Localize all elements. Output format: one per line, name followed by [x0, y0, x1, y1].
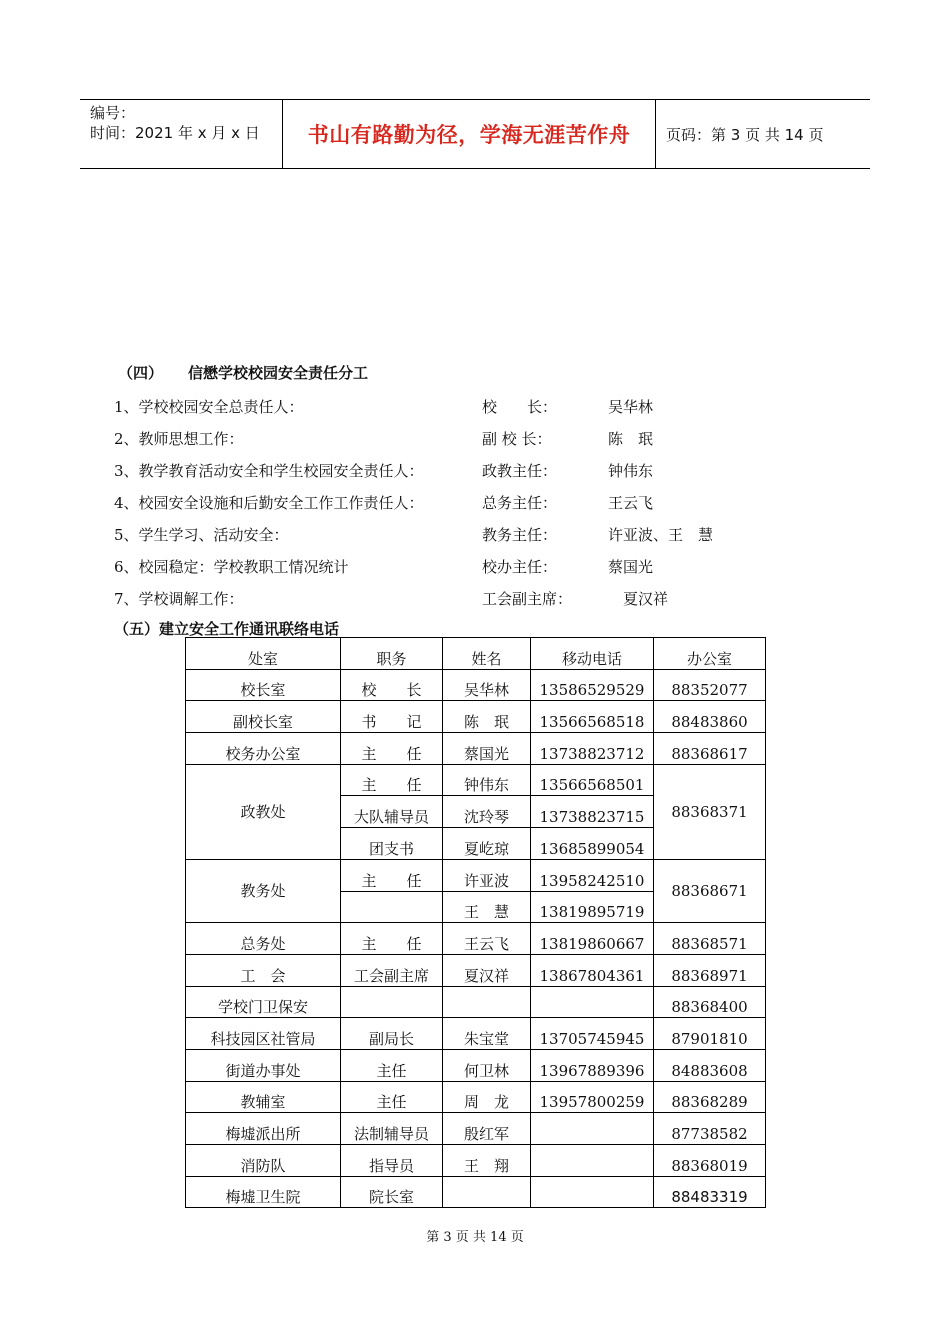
- responsibility-task: 7、学校调解工作：: [114, 590, 244, 608]
- mobile-cell: 13819860667: [531, 923, 654, 955]
- name-cell: 吴华林: [443, 669, 531, 701]
- office-cell: 84883608: [654, 1049, 766, 1081]
- section4-number: （四）: [118, 364, 164, 382]
- office-cell: 88368971: [654, 954, 766, 986]
- role-cell: 书 记: [341, 701, 443, 733]
- mobile-cell: 13738823712: [531, 733, 654, 765]
- responsibility-position: 总务主任：: [482, 494, 558, 512]
- name-cell: [443, 1176, 531, 1208]
- contact-table: [185, 637, 766, 1208]
- responsibility-position: 政教主任：: [482, 462, 558, 480]
- responsibility-person: 王云飞: [608, 494, 654, 512]
- page-header: [80, 99, 870, 169]
- role-cell: 主任: [341, 1049, 443, 1081]
- dept-cell: 校长室: [186, 669, 341, 701]
- mobile-cell: 13685899054: [531, 828, 654, 860]
- header-meta: [90, 103, 260, 143]
- responsibility-item: [114, 520, 834, 552]
- name-cell: 王 翔: [443, 1145, 531, 1177]
- table-row: [186, 764, 766, 796]
- mobile-cell: [531, 986, 654, 1018]
- responsibility-task: 2、教师思想工作：: [114, 430, 244, 448]
- number-label: 编号：: [90, 104, 136, 122]
- table-row: [186, 1081, 766, 1113]
- name-cell: 周 龙: [443, 1081, 531, 1113]
- mobile-cell: 13566568518: [531, 701, 654, 733]
- name-cell: 殷红军: [443, 1113, 531, 1145]
- column-header: 职务: [341, 638, 443, 670]
- role-cell: 主 任: [341, 859, 443, 891]
- office-cell: 88368617: [654, 733, 766, 765]
- role-cell: 法制辅导员: [341, 1113, 443, 1145]
- office-cell: 88352077: [654, 669, 766, 701]
- table-row: [186, 1018, 766, 1050]
- mobile-cell: 13819895719: [531, 891, 654, 923]
- responsibility-item: [114, 552, 834, 584]
- responsibility-item: [114, 584, 834, 616]
- mobile-cell: [531, 1113, 654, 1145]
- responsibility-person: 吴华林: [608, 398, 654, 416]
- name-cell: 朱宝堂: [443, 1018, 531, 1050]
- office-cell: 88483319: [654, 1176, 766, 1208]
- dept-cell: 教务处: [186, 859, 341, 922]
- mobile-cell: 13967889396: [531, 1049, 654, 1081]
- office-cell: 87738582: [654, 1113, 766, 1145]
- name-cell: [443, 986, 531, 1018]
- dept-cell: 校务办公室: [186, 733, 341, 765]
- time-label: 时间：2021 年 x 月 x 日: [90, 124, 260, 142]
- role-cell: [341, 891, 443, 923]
- section4-heading: 信懋学校校园安全责任分工: [188, 364, 369, 382]
- dept-cell: 总务处: [186, 923, 341, 955]
- name-cell: 陈 珉: [443, 701, 531, 733]
- table-row: [186, 1049, 766, 1081]
- table-row: [186, 701, 766, 733]
- name-cell: 何卫林: [443, 1049, 531, 1081]
- mobile-cell: 13586529529: [531, 669, 654, 701]
- name-cell: 夏汉祥: [443, 954, 531, 986]
- name-cell: 王云飞: [443, 923, 531, 955]
- mobile-cell: [531, 1176, 654, 1208]
- responsibility-task: 3、教学教育活动安全和学生校园安全责任人：: [114, 462, 424, 480]
- responsibility-item: [114, 456, 834, 488]
- table-row: [186, 954, 766, 986]
- table-row: [186, 859, 766, 891]
- header-divider: [655, 100, 656, 168]
- responsibility-item: [114, 424, 834, 456]
- name-cell: 蔡国光: [443, 733, 531, 765]
- responsibility-task: 1、学校校园安全总责任人：: [114, 398, 304, 416]
- office-cell: 88368371: [654, 764, 766, 859]
- column-header: 办公室: [654, 638, 766, 670]
- role-cell: 指导员: [341, 1145, 443, 1177]
- name-cell: 钟伟东: [443, 764, 531, 796]
- responsibility-task: 4、校园安全设施和后勤安全工作工作责任人：: [114, 494, 424, 512]
- section4-title: [118, 362, 368, 383]
- table-row: [186, 923, 766, 955]
- table-row: [186, 669, 766, 701]
- page-footer: 第 3 页 共 14 页: [426, 1230, 524, 1245]
- responsibility-person: 蔡国光: [608, 558, 654, 576]
- mobile-cell: [531, 1145, 654, 1177]
- mobile-cell: 13738823715: [531, 796, 654, 828]
- mobile-cell: 13867804361: [531, 954, 654, 986]
- responsibility-position: 校 长：: [482, 398, 558, 416]
- dept-cell: 工 会: [186, 954, 341, 986]
- mobile-cell: 13705745945: [531, 1018, 654, 1050]
- role-cell: 院长室: [341, 1176, 443, 1208]
- role-cell: 副局长: [341, 1018, 443, 1050]
- office-cell: 87901810: [654, 1018, 766, 1050]
- column-header: 处室: [186, 638, 341, 670]
- office-cell: 88368019: [654, 1145, 766, 1177]
- responsibility-list: [114, 392, 834, 616]
- role-cell: 主 任: [341, 764, 443, 796]
- header-page-info: 页码：第 3 页 共 14 页: [666, 126, 824, 144]
- name-cell: 夏屹琼: [443, 828, 531, 860]
- responsibility-person: 陈 珉: [608, 430, 654, 448]
- role-cell: 工会副主席: [341, 954, 443, 986]
- responsibility-position: 工会副主席：: [482, 590, 573, 608]
- dept-cell: 梅墟卫生院: [186, 1176, 341, 1208]
- dept-cell: 科技园区社管局: [186, 1018, 341, 1050]
- office-cell: 88483860: [654, 701, 766, 733]
- name-cell: 王 慧: [443, 891, 531, 923]
- responsibility-item: [114, 392, 834, 424]
- table-row: [186, 1145, 766, 1177]
- responsibility-task: 5、学生学习、活动安全：: [114, 526, 289, 544]
- dept-cell: 街道办事处: [186, 1049, 341, 1081]
- dept-cell: 消防队: [186, 1145, 341, 1177]
- role-cell: 团支书: [341, 828, 443, 860]
- role-cell: [341, 986, 443, 1018]
- table-row: [186, 1176, 766, 1208]
- responsibility-position: 校办主任：: [482, 558, 558, 576]
- table-row: [186, 733, 766, 765]
- table-row: [186, 986, 766, 1018]
- column-header: 姓名: [443, 638, 531, 670]
- column-header: 移动电话: [531, 638, 654, 670]
- role-cell: 主任: [341, 1081, 443, 1113]
- dept-cell: 梅墟派出所: [186, 1113, 341, 1145]
- responsibility-person: 钟伟东: [608, 462, 654, 480]
- mobile-cell: 13566568501: [531, 764, 654, 796]
- dept-cell: 副校长室: [186, 701, 341, 733]
- table-row: [186, 1113, 766, 1145]
- responsibility-item: [114, 488, 834, 520]
- office-cell: 88368671: [654, 859, 766, 922]
- responsibility-task: 6、校园稳定：学校教职工情况统计: [114, 558, 349, 576]
- table-header-row: [186, 638, 766, 670]
- dept-cell: 学校门卫保安: [186, 986, 341, 1018]
- dept-cell: 政教处: [186, 764, 341, 859]
- responsibility-position: 教务主任：: [482, 526, 558, 544]
- name-cell: 许亚波: [443, 859, 531, 891]
- responsibility-person: 许亚波、王 慧: [608, 526, 714, 544]
- name-cell: 沈玲琴: [443, 796, 531, 828]
- dept-cell: 教辅室: [186, 1081, 341, 1113]
- section5-title: （五）建立安全工作通讯联络电话: [114, 620, 340, 638]
- role-cell: 大队辅导员: [341, 796, 443, 828]
- office-cell: 88368571: [654, 923, 766, 955]
- office-cell: 88368289: [654, 1081, 766, 1113]
- responsibility-person: 夏汉祥: [608, 590, 669, 608]
- role-cell: 主 任: [341, 733, 443, 765]
- role-cell: 校 长: [341, 669, 443, 701]
- mobile-cell: 13958242510: [531, 859, 654, 891]
- office-cell: 88368400: [654, 986, 766, 1018]
- responsibility-position: 副 校 长：: [482, 430, 552, 448]
- role-cell: 主 任: [341, 923, 443, 955]
- mobile-cell: 13957800259: [531, 1081, 654, 1113]
- header-motto: 书山有路勤为径，学海无涯苦作舟: [307, 122, 631, 147]
